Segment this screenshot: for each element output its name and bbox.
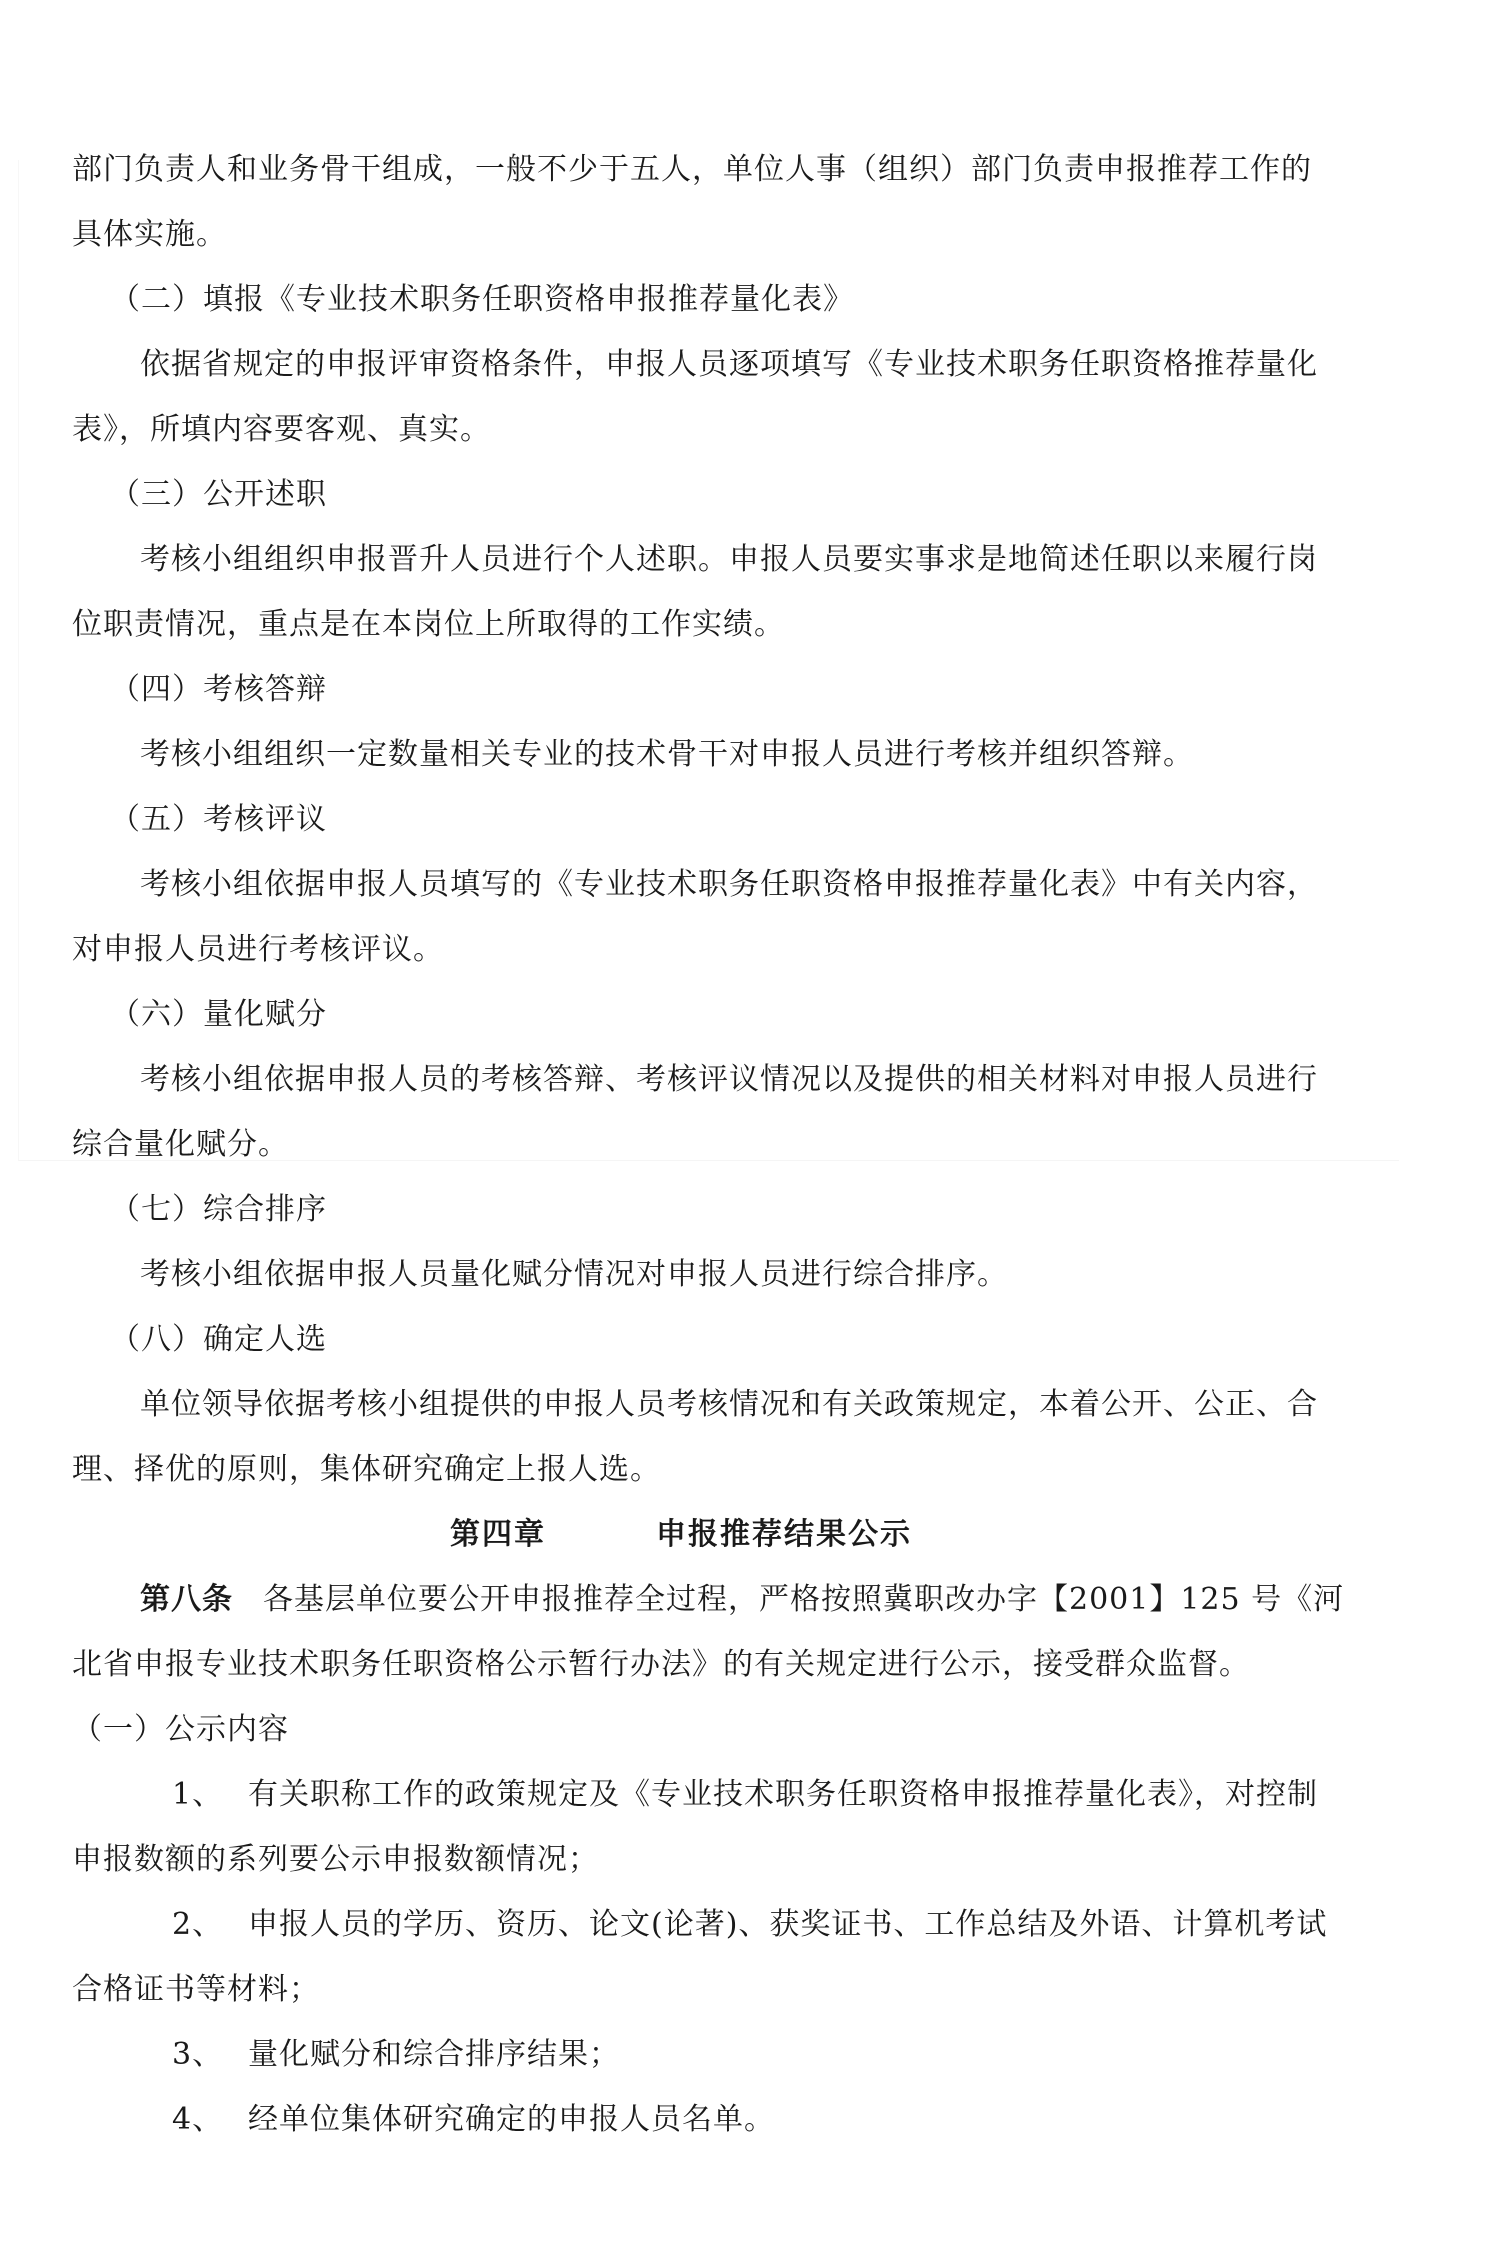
item-text: 有关职称工作的政策规定及《专业技术职务任职资格申报推荐量化表》，对控制 [248,1777,1318,1812]
section-heading: （一）公示内容 [72,1712,289,1747]
item-number: 3、 [172,2037,224,2072]
paragraph-line: 考核小组依据申报人员量化赋分情况对申报人员进行综合排序。 [140,1257,1008,1292]
subsection-heading: （三）公开述职 [110,477,327,512]
paragraph-line: 部门负责人和业务骨干组成，一般不少于五人，单位人事（组织）部门负责申报推荐工作的 [72,152,1312,187]
paragraph-line: 考核小组组织申报晋升人员进行个人述职。申报人员要实事求是地简述任职以来履行岗 [140,542,1318,577]
chapter-heading [450,1515,912,1555]
subsection-heading: （六）量化赋分 [110,997,327,1032]
subsection-heading: （二）填报《专业技术职务任职资格申报推荐量化表》 [110,282,854,317]
item-number: 2、 [172,1907,224,1942]
paragraph-line: 考核小组依据申报人员的考核答辩、考核评议情况以及提供的相关材料对申报人员进行 [140,1062,1318,1097]
subsection-heading: （五）考核评议 [110,802,327,837]
subsection-heading: （四）考核答辩 [110,672,327,707]
paragraph-line: 位职责情况，重点是在本岗位上所取得的工作实绩。 [72,607,785,642]
chapter-title: 申报推荐结果公示 [656,1517,912,1552]
paragraph-line: 理、择优的原则，集体研究确定上报人选。 [72,1452,661,1487]
paragraph-line: 考核小组依据申报人员填写的《专业技术职务任职资格申报推荐量化表》中有关内容， [140,867,1318,902]
item-number: 4、 [172,2102,224,2137]
item-text: 申报人员的学历、资历、论文(论著)、获奖证书、工作总结及外语、计算机考试 [248,1907,1328,1942]
chapter-number: 第四章 [450,1517,546,1552]
item-number: 1、 [172,1777,224,1812]
subsection-heading: （七）综合排序 [110,1192,327,1227]
article-label: 第八条 [140,1582,233,1617]
subsection-heading: （八）确定人选 [110,1322,327,1357]
item-text: 量化赋分和综合排序结果； [248,2037,620,2072]
paragraph-line: 对申报人员进行考核评议。 [72,932,444,967]
paragraph-line: 考核小组组织一定数量相关专业的技术骨干对申报人员进行考核并组织答辩。 [140,737,1194,772]
item-text: 申报数额的系列要公示申报数额情况； [72,1842,599,1877]
paragraph-line: 依据省规定的申报评审资格条件，申报人员逐项填写《专业技术职务任职资格推荐量化 [140,347,1318,382]
article-text: 各基层单位要公开申报推荐全过程，严格按照冀职改办字【2001】125 号《河 [263,1582,1345,1617]
paragraph-line: 综合量化赋分。 [72,1127,289,1162]
paragraph-line: 单位领导依据考核小组提供的申报人员考核情况和有关政策规定，本着公开、公正、合 [140,1387,1318,1422]
item-text: 合格证书等材料； [72,1972,320,2007]
paragraph-line: 北省申报专业技术职务任职资格公示暂行办法》的有关规定进行公示，接受群众监督。 [72,1647,1250,1682]
item-text: 经单位集体研究确定的申报人员名单。 [248,2102,775,2137]
article-line [140,1580,1344,1620]
paragraph-line: 表》，所填内容要客观、真实。 [72,412,491,447]
paragraph-line: 具体实施。 [72,217,227,252]
